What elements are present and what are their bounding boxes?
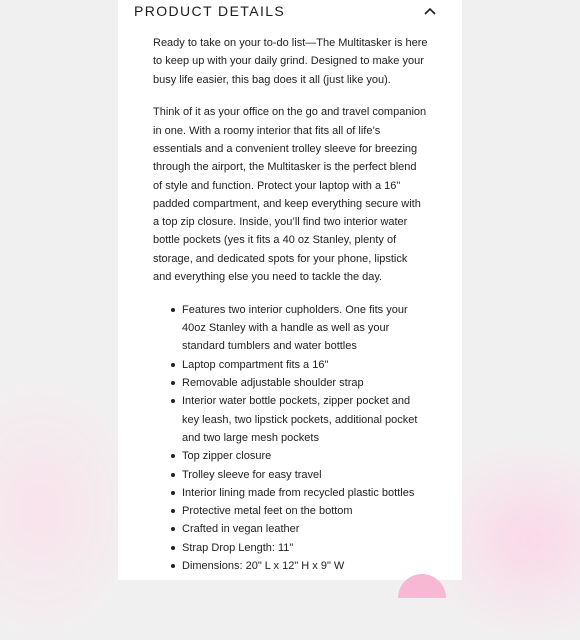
feature-item: Laptop compartment fits a 16" bbox=[153, 356, 428, 374]
description-paragraph: Ready to take on your to-do list—The Multitasker is here to keep up with your daily grind. Designed to make your busy life easier, this bag does it all (just like you). bbox=[153, 37, 428, 86]
product-details-header[interactable] bbox=[134, 0, 444, 24]
feature-item: Features two interior cupholders. One fits your 40oz Stanley with a handle as well as your standard tumblers and water bottles bbox=[153, 301, 428, 356]
features-list bbox=[153, 301, 428, 575]
feature-item: Removable adjustable shoulder strap bbox=[153, 374, 428, 392]
product-details-content bbox=[153, 34, 428, 575]
feature-item: Dimensions: 20" L x 12" H x 9" W bbox=[153, 557, 428, 575]
feature-item: Interior lining made from recycled plastic bottles bbox=[153, 484, 428, 502]
feature-item: Crafted in vegan leather bbox=[153, 520, 428, 538]
feature-item: Trolley sleeve for easy travel bbox=[153, 466, 428, 484]
feature-item: Strap Drop Length: 11" bbox=[153, 539, 428, 557]
section-title: PRODUCT DETAILS bbox=[134, 3, 286, 19]
description-paragraph: Think of it as your office on the go and travel companion in one. With a roomy interior that fits all of life’s essentials and a convenient trolley sleeve for breezing through the airport, the Multitasker is the perfect blend of style and function. Protect your laptop with a 16" padded compartment, and keep everything secure with a top zip closure. Inside, you’ll find two interior water bottle pockets (yes it fits a 40 oz Stanley, plenty of storage, and dedicated spots for your phone, lipstick and everything else you need to tackle the day. bbox=[153, 106, 427, 284]
feature-item: Top zipper closure bbox=[153, 447, 428, 465]
feature-item: Interior water bottle pockets, zipper pocket and key leash, two lipstick pockets, additional pocket and two large mesh pockets bbox=[153, 392, 428, 447]
chevron-up-icon[interactable] bbox=[424, 7, 436, 15]
feature-item: Protective metal feet on the bottom bbox=[153, 502, 428, 520]
